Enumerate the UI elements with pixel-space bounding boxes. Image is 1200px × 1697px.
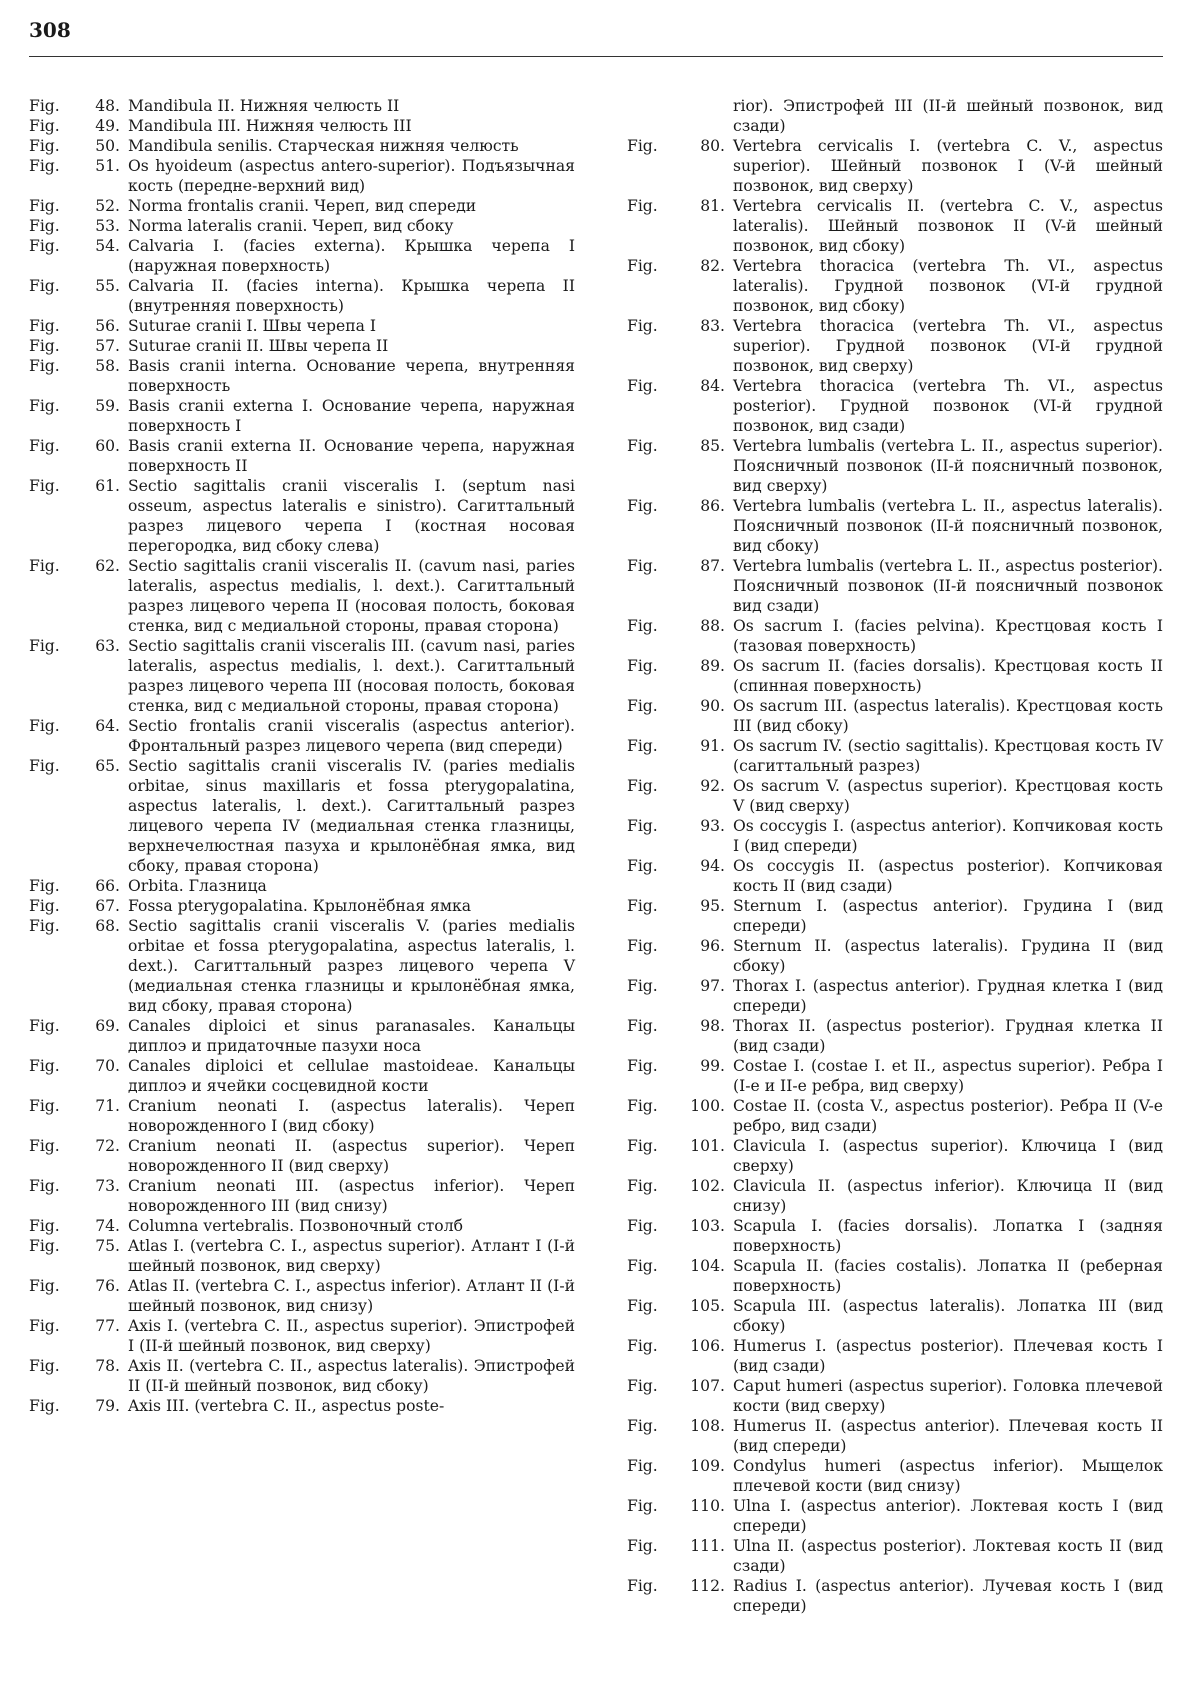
figure-label: Fig. — [627, 1577, 658, 1595]
figure-caption: Calvaria II. (facies interna). Крышка черепа II (внутренняя поверхность) — [128, 277, 575, 315]
figure-label: Fig. — [29, 337, 60, 355]
figure-caption: Axis III. (vertebra C. II., aspectus poste- — [128, 1397, 445, 1415]
figure-entry — [627, 1176, 1163, 1216]
figure-label: Fig. — [29, 1397, 60, 1415]
figure-number: 81. — [700, 197, 725, 215]
figure-number: 85. — [700, 437, 725, 455]
figure-label: Fig. — [29, 97, 60, 115]
figure-caption: Mandibula II. Нижняя челюсть II — [128, 97, 400, 115]
figure-number: 109. — [690, 1457, 725, 1475]
figure-caption: Atlas I. (vertebra C. I., aspectus superior). Атлант I (I-й шейный позвонок, вид сверху) — [128, 1237, 575, 1275]
figure-label: Fig. — [627, 1017, 658, 1035]
figure-label: Fig. — [29, 477, 60, 495]
figure-number: 63. — [95, 637, 120, 655]
figure-caption: Orbita. Глазница — [128, 877, 267, 895]
figure-caption: Vertebra thoracica (vertebra Th. VI., aspectus superior). Грудной позвонок (VI-й грудной позвонок, вид сверху) — [733, 317, 1163, 375]
figure-caption: Suturae cranii II. Швы черепа II — [128, 337, 389, 355]
figure-entry — [627, 736, 1163, 776]
figure-caption: Os sacrum II. (facies dorsalis). Крестцовая кость II (спинная поверхность) — [733, 657, 1163, 695]
figure-entry — [627, 1256, 1163, 1296]
figure-entry — [627, 816, 1163, 856]
figure-label: Fig. — [627, 437, 658, 455]
figure-number: 67. — [95, 897, 120, 915]
figure-label: Fig. — [29, 137, 60, 155]
figure-number: 62. — [95, 557, 120, 575]
figure-entry — [627, 1536, 1163, 1576]
figure-label: Fig. — [29, 1097, 60, 1115]
left-column — [29, 96, 575, 1416]
figure-entry — [29, 636, 575, 716]
figure-label: Fig. — [627, 1257, 658, 1275]
figure-number: 50. — [95, 137, 120, 155]
figure-label: Fig. — [627, 1457, 658, 1475]
figure-entry — [29, 1236, 575, 1276]
figure-number: 80. — [700, 137, 725, 155]
figure-entry — [29, 336, 575, 356]
figure-number: 88. — [700, 617, 725, 635]
figure-caption: Sectio sagittalis cranii visceralis II. (cavum nasi, paries lateralis, aspectus medialis, l. dext.). Сагиттальный разрез лицевого черепа II (носовая полость, боковая стенка, вид с медиальной стороны, правая сторона) — [128, 557, 575, 635]
figure-entry — [29, 756, 575, 876]
figure-number: 54. — [95, 237, 120, 255]
figure-caption: Cranium neonati II. (aspectus superior). Череп новорожденного II (вид сверху) — [128, 1137, 575, 1175]
figure-caption: Scapula III. (aspectus lateralis). Лопатка III (вид сбоку) — [733, 1297, 1163, 1335]
figure-entry — [627, 256, 1163, 316]
figure-number: 59. — [95, 397, 120, 415]
figure-label: Fig. — [29, 317, 60, 335]
figure-label: Fig. — [627, 777, 658, 795]
figure-caption: Columna vertebralis. Позвоночный столб — [128, 1217, 463, 1235]
figure-label: Fig. — [627, 1177, 658, 1195]
figure-number: 98. — [700, 1017, 725, 1035]
figure-label: Fig. — [29, 1017, 60, 1035]
figure-caption: Basis cranii externa II. Основание черепа, наружная поверхность II — [128, 437, 575, 475]
figure-entry — [29, 896, 575, 916]
figure-entry — [627, 496, 1163, 556]
figure-number: 93. — [700, 817, 725, 835]
figure-caption: Costae I. (costae I. et II., aspectus superior). Ребра I (I-е и II-е ребра, вид сверху) — [733, 1057, 1163, 1095]
figure-label: Fig. — [29, 117, 60, 135]
figure-caption: Humerus I. (aspectus posterior). Плечевая кость I (вид сзади) — [733, 1337, 1163, 1375]
figure-entry — [29, 1216, 575, 1236]
figure-label: Fig. — [29, 637, 60, 655]
figure-label: Fig. — [29, 1277, 60, 1295]
figure-caption: Axis II. (vertebra C. II., aspectus lateralis). Эпистрофей II (II-й шейный позвонок, вид сбоку) — [128, 1357, 575, 1395]
figure-number: 82. — [700, 257, 725, 275]
figure-caption: Os hyoideum (aspectus antero-superior). Подъязычная кость (передне-верхний вид) — [128, 157, 575, 195]
figure-label: Fig. — [627, 1137, 658, 1155]
figure-number: 89. — [700, 657, 725, 675]
figure-caption: Clavicula II. (aspectus inferior). Ключица II (вид снизу) — [733, 1177, 1163, 1215]
figure-number: 79. — [95, 1397, 120, 1415]
figure-caption: Os sacrum I. (facies pelvina). Крестцовая кость I (тазовая поверхность) — [733, 617, 1163, 655]
figure-label: Fig. — [627, 317, 658, 335]
figure-caption: Os sacrum V. (aspectus superior). Крестцовая кость V (вид сверху) — [733, 777, 1163, 815]
figure-label: Fig. — [29, 1217, 60, 1235]
figure-entry — [29, 1016, 575, 1056]
figure-caption: Mandibula III. Нижняя челюсть III — [128, 117, 412, 135]
figure-caption: Calvaria I. (facies externa). Крышка черепа I (наружная поверхность) — [128, 237, 575, 275]
figure-number: 68. — [95, 917, 120, 935]
figure-entry — [627, 1496, 1163, 1536]
right-column — [627, 96, 1163, 1616]
figure-label: Fig. — [29, 1137, 60, 1155]
figure-caption: Sectio sagittalis cranii visceralis I. (septum nasi osseum, aspectus lateralis e sinistro). Сагиттальный разрез лицевого черепа I (костная носовая перегородка, вид сбоку слева) — [128, 477, 575, 555]
figure-number: 95. — [700, 897, 725, 915]
figure-label: Fig. — [627, 617, 658, 635]
figure-entry — [29, 556, 575, 636]
figure-label: Fig. — [29, 1057, 60, 1075]
figure-label: Fig. — [29, 357, 60, 375]
figure-entry — [627, 1056, 1163, 1096]
figure-number: 58. — [95, 357, 120, 375]
figure-label: Fig. — [627, 737, 658, 755]
figure-entry — [29, 1136, 575, 1176]
figure-caption: Scapula I. (facies dorsalis). Лопатка I (задняя поверхность) — [733, 1217, 1163, 1255]
figure-entry — [627, 1576, 1163, 1616]
continued-entry-text: rior). Эпистрофей III (II-й шейный позвонок, вид сзади) — [733, 97, 1163, 135]
figure-entry — [29, 116, 575, 136]
figure-label: Fig. — [627, 817, 658, 835]
figure-caption: Canales diploici et sinus paranasales. Канальцы диплоэ и придаточные пазухи носа — [128, 1017, 575, 1055]
figure-number: 105. — [690, 1297, 725, 1315]
figure-label: Fig. — [627, 197, 658, 215]
figure-number: 53. — [95, 217, 120, 235]
figure-caption: Basis cranii externa I. Основание черепа, наружная поверхность I — [128, 397, 575, 435]
figure-number: 87. — [700, 557, 725, 575]
figure-caption: Sectio frontalis cranii visceralis (aspectus anterior). Фронтальный разрез лицевого черепа (вид спереди) — [128, 717, 575, 755]
figure-caption: Costae II. (costa V., aspectus posterior). Ребра II (V-е ребро, вид сзади) — [733, 1097, 1163, 1135]
figure-entry — [627, 556, 1163, 616]
figure-entry — [627, 616, 1163, 656]
figure-caption: Basis cranii interna. Основание черепа, внутренняя поверхность — [128, 357, 575, 395]
figure-label: Fig. — [627, 137, 658, 155]
figure-number: 103. — [690, 1217, 725, 1235]
figure-caption: Sternum I. (aspectus anterior). Грудина I (вид спереди) — [733, 897, 1163, 935]
figure-label: Fig. — [627, 557, 658, 575]
figure-number: 71. — [95, 1097, 120, 1115]
figure-entry — [29, 196, 575, 216]
figure-caption: Thorax I. (aspectus anterior). Грудная клетка I (вид спереди) — [733, 977, 1163, 1015]
figure-label: Fig. — [29, 397, 60, 415]
figure-entry — [29, 1096, 575, 1136]
figure-entry — [627, 696, 1163, 736]
figure-caption: Vertebra thoracica (vertebra Th. VI., aspectus posterior). Грудной позвонок (VI-й грудной позвонок, вид сзади) — [733, 377, 1163, 435]
figure-caption: Fossa pterygopalatina. Крылонёбная ямка — [128, 897, 472, 915]
figure-label: Fig. — [627, 1057, 658, 1075]
figure-label: Fig. — [29, 1357, 60, 1375]
page-number: 308 — [29, 18, 71, 42]
figure-label: Fig. — [627, 937, 658, 955]
figure-entry — [627, 1416, 1163, 1456]
figure-number: 72. — [95, 1137, 120, 1155]
figure-number: 107. — [690, 1377, 725, 1395]
figure-number: 100. — [690, 1097, 725, 1115]
figure-entry — [627, 1336, 1163, 1376]
figure-label: Fig. — [29, 437, 60, 455]
figure-label: Fig. — [627, 977, 658, 995]
figure-caption: Vertebra cervicalis I. (vertebra C. V., aspectus superior). Шейный позвонок I (V-й шейный позвонок, вид сверху) — [733, 137, 1163, 195]
figure-entry — [627, 936, 1163, 976]
figure-entry — [627, 316, 1163, 376]
figure-number: 94. — [700, 857, 725, 875]
figure-entry — [29, 436, 575, 476]
figure-caption: Sectio sagittalis cranii visceralis V. (paries medialis orbitae et fossa pterygopalatina, aspectus lateralis, l. dext.). Сагиттальный разрез лицевого черепа V (медиальная стенка глазницы и крылонёбная ямка, вид сбоку, правая сторона) — [128, 917, 575, 1015]
figure-number: 57. — [95, 337, 120, 355]
figure-number: 101. — [690, 1137, 725, 1155]
figure-number: 97. — [700, 977, 725, 995]
figure-label: Fig. — [627, 1337, 658, 1355]
figure-entry — [29, 1396, 575, 1416]
figure-label: Fig. — [627, 1297, 658, 1315]
figure-label: Fig. — [29, 277, 60, 295]
figure-caption: Thorax II. (aspectus posterior). Грудная клетка II (вид сзади) — [733, 1017, 1163, 1055]
figure-entry — [627, 1376, 1163, 1416]
figure-entry — [627, 896, 1163, 936]
figure-number: 91. — [700, 737, 725, 755]
figure-label: Fig. — [29, 157, 60, 175]
figure-label: Fig. — [29, 1177, 60, 1195]
figure-label: Fig. — [29, 917, 60, 935]
figure-label: Fig. — [29, 877, 60, 895]
figure-caption: Condylus humeri (aspectus inferior). Мыщелок плечевой кости (вид снизу) — [733, 1457, 1163, 1495]
figure-caption: Radius I. (aspectus anterior). Лучевая кость I (вид спереди) — [733, 1577, 1163, 1615]
figure-entry — [29, 156, 575, 196]
figure-number: 70. — [95, 1057, 120, 1075]
figure-label: Fig. — [627, 857, 658, 875]
figure-entry — [29, 396, 575, 436]
figure-number: 73. — [95, 1177, 120, 1195]
figure-caption: Cranium neonati I. (aspectus lateralis). Череп новорожденного I (вид сбоку) — [128, 1097, 575, 1135]
figure-caption: Ulna I. (aspectus anterior). Локтевая кость I (вид спереди) — [733, 1497, 1163, 1535]
figure-label: Fig. — [29, 1237, 60, 1255]
figure-label: Fig. — [29, 237, 60, 255]
figure-number: 90. — [700, 697, 725, 715]
figure-caption: Vertebra thoracica (vertebra Th. VI., aspectus lateralis). Грудной позвонок (VI-й грудной позвонок, вид сбоку) — [733, 257, 1163, 315]
figure-number: 77. — [95, 1317, 120, 1335]
figure-number: 60. — [95, 437, 120, 455]
figure-number: 56. — [95, 317, 120, 335]
figure-number: 75. — [95, 1237, 120, 1255]
figure-number: 78. — [95, 1357, 120, 1375]
figure-entry — [627, 1096, 1163, 1136]
figure-entry — [627, 656, 1163, 696]
figure-label: Fig. — [627, 1217, 658, 1235]
figure-entry — [627, 1296, 1163, 1336]
figure-caption: Os coccygis I. (aspectus anterior). Копчиковая кость I (вид спереди) — [733, 817, 1163, 855]
figure-entry — [29, 916, 575, 1016]
figure-entry — [627, 436, 1163, 496]
figure-caption: Vertebra lumbalis (vertebra L. II., aspectus superior). Поясничный позвонок (II-й поясничный позвонок, вид сверху) — [733, 437, 1163, 495]
figure-label: Fig. — [627, 497, 658, 515]
figure-number: 102. — [690, 1177, 725, 1195]
figure-number: 66. — [95, 877, 120, 895]
figure-number: 64. — [95, 717, 120, 735]
figure-entry — [29, 136, 575, 156]
figure-caption: Os coccygis II. (aspectus posterior). Копчиковая кость II (вид сзади) — [733, 857, 1163, 895]
figure-number: 104. — [690, 1257, 725, 1275]
figure-caption: Vertebra lumbalis (vertebra L. II., aspectus posterior). Поясничный позвонок (II-й поясничный позвонок вид сзади) — [733, 557, 1163, 615]
figure-entry — [29, 1176, 575, 1216]
figure-caption: Caput humeri (aspectus superior). Головка плечевой кости (вид сверху) — [733, 1377, 1163, 1415]
figure-label: Fig. — [627, 897, 658, 915]
figure-entry — [29, 316, 575, 336]
figure-caption: Ulna II. (aspectus posterior). Локтевая кость II (вид сзади) — [733, 1537, 1163, 1575]
figure-number: 48. — [95, 97, 120, 115]
figure-caption: Vertebra cervicalis II. (vertebra C. V., aspectus lateralis). Шейный позвонок II (V-й шейный позвонок, вид сбоку) — [733, 197, 1163, 255]
figure-number: 49. — [95, 117, 120, 135]
figure-entry — [29, 216, 575, 236]
figure-label: Fig. — [29, 717, 60, 735]
figure-number: 110. — [690, 1497, 725, 1515]
figure-entry — [29, 356, 575, 396]
figure-label: Fig. — [627, 377, 658, 395]
figure-label: Fig. — [627, 257, 658, 275]
figure-label: Fig. — [29, 217, 60, 235]
figure-entry — [29, 476, 575, 556]
figure-label: Fig. — [627, 1537, 658, 1555]
figure-entry — [29, 876, 575, 896]
figure-number: 65. — [95, 757, 120, 775]
figure-caption: Canales diploici et cellulae mastoideae. Канальцы диплоэ и ячейки сосцевидной кости — [128, 1057, 575, 1095]
figure-entry — [627, 976, 1163, 1016]
figure-caption: Axis I. (vertebra C. II., aspectus superior). Эпистрофей I (II-й шейный позвонок, вид сверху) — [128, 1317, 575, 1355]
figure-entry — [29, 1056, 575, 1096]
figure-label: Fig. — [627, 1097, 658, 1115]
figure-caption: Vertebra lumbalis (vertebra L. II., aspectus lateralis). Поясничный позвонок (II-й поясничный позвонок, вид сбоку) — [733, 497, 1163, 555]
figure-number: 92. — [700, 777, 725, 795]
figure-caption: Os sacrum IV. (sectio sagittalis). Крестцовая кость IV (сагиттальный разрез) — [733, 737, 1163, 775]
figure-number: 52. — [95, 197, 120, 215]
figure-label: Fig. — [29, 757, 60, 775]
figure-label: Fig. — [627, 697, 658, 715]
figure-label: Fig. — [627, 1497, 658, 1515]
figure-entry — [627, 1016, 1163, 1056]
figure-number: 83. — [700, 317, 725, 335]
figure-caption: Atlas II. (vertebra C. I., aspectus inferior). Атлант II (I-й шейный позвонок, вид снизу) — [128, 1277, 575, 1315]
figure-caption: Suturae cranii I. Швы черепа I — [128, 317, 377, 335]
figure-caption: Norma frontalis cranii. Череп, вид спереди — [128, 197, 477, 215]
figure-entry — [29, 1276, 575, 1316]
figure-entry — [627, 1456, 1163, 1496]
figure-number: 111. — [690, 1537, 725, 1555]
figure-number: 112. — [690, 1577, 725, 1595]
figure-number: 108. — [690, 1417, 725, 1435]
figure-entry — [627, 196, 1163, 256]
header-rule — [29, 56, 1163, 57]
figure-entry — [29, 96, 575, 116]
figure-entry — [29, 716, 575, 756]
figure-caption: Sectio sagittalis cranii visceralis III. (cavum nasi, paries lateralis, aspectus medialis, l. dext.). Сагиттальный разрез лицевого черепа III (носовая полость, боковая стенка, вид с медиальной стороны, правая сторона) — [128, 637, 575, 715]
figure-entry — [627, 856, 1163, 896]
figure-entry — [627, 776, 1163, 816]
figure-number: 86. — [700, 497, 725, 515]
figure-caption: Humerus II. (aspectus anterior). Плечевая кость II (вид спереди) — [733, 1417, 1163, 1455]
figure-label: Fig. — [627, 1417, 658, 1435]
figure-number: 74. — [95, 1217, 120, 1235]
figure-caption: Mandibula senilis. Старческая нижняя челюсть — [128, 137, 519, 155]
figure-caption: Cranium neonati III. (aspectus inferior). Череп новорожденного III (вид снизу) — [128, 1177, 575, 1215]
figure-caption: Clavicula I. (aspectus superior). Ключица I (вид сверху) — [733, 1137, 1163, 1175]
figure-entry — [627, 1136, 1163, 1176]
figure-entry — [627, 376, 1163, 436]
figure-caption: Scapula II. (facies costalis). Лопатка II (реберная поверхность) — [733, 1257, 1163, 1295]
figure-caption: Norma lateralis cranii. Череп, вид сбоку — [128, 217, 454, 235]
figure-label: Fig. — [29, 557, 60, 575]
figure-entry — [627, 1216, 1163, 1256]
figure-label: Fig. — [29, 1317, 60, 1335]
figure-label: Fig. — [627, 657, 658, 675]
figure-entry — [29, 1356, 575, 1396]
figure-caption: Sternum II. (aspectus lateralis). Грудина II (вид сбоку) — [733, 937, 1163, 975]
figure-number: 69. — [95, 1017, 120, 1035]
figure-caption: Os sacrum III. (aspectus lateralis). Крестцовая кость III (вид сбоку) — [733, 697, 1163, 735]
figure-number: 84. — [700, 377, 725, 395]
figure-label: Fig. — [29, 897, 60, 915]
figure-label: Fig. — [29, 197, 60, 215]
figure-number: 55. — [95, 277, 120, 295]
figure-number: 76. — [95, 1277, 120, 1295]
figure-number: 99. — [700, 1057, 725, 1075]
figure-number: 96. — [700, 937, 725, 955]
figure-number: 61. — [95, 477, 120, 495]
figure-entry — [29, 276, 575, 316]
figure-entry — [627, 136, 1163, 196]
figure-number: 106. — [690, 1337, 725, 1355]
figure-caption: Sectio sagittalis cranii visceralis IV. (paries medialis orbitae, sinus maxillaris et fossa pterygopalatina, aspectus lateralis, l. dext.). Сагиттальный разрез лицевого черепа IV (медиальная стенка глазницы, верхнечелюстная пазуха и крылонёбная ямка, вид сбоку, правая сторона) — [128, 757, 575, 875]
figure-entry — [29, 236, 575, 276]
figure-entry — [29, 1316, 575, 1356]
figure-number: 51. — [95, 157, 120, 175]
figure-label: Fig. — [627, 1377, 658, 1395]
